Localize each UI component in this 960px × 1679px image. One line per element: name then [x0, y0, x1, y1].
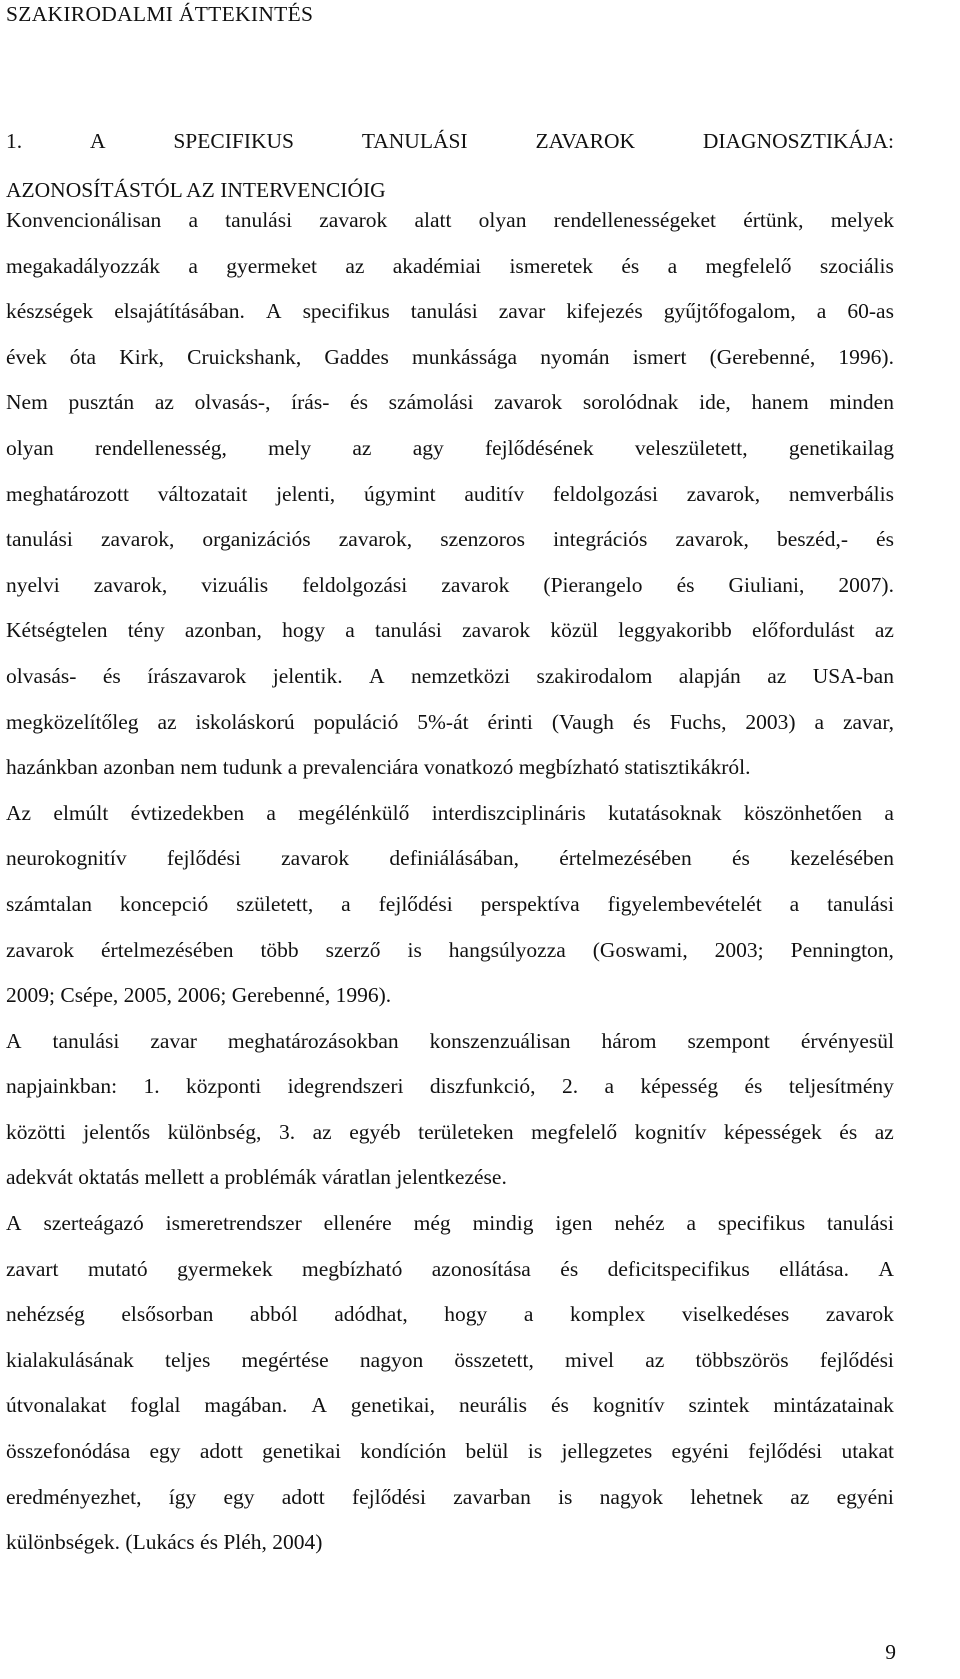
word: 2007).	[838, 572, 894, 597]
word: diszfunkció,	[429, 1074, 536, 1099]
word: leggyakoribb	[618, 618, 732, 643]
word: kondíción	[360, 1439, 447, 1464]
text-line	[6, 517, 894, 563]
word: abból	[249, 1302, 298, 1327]
word: megakadályozzák	[6, 253, 160, 278]
word: a	[188, 253, 198, 278]
word: nemverbális	[788, 481, 894, 506]
word: adott	[281, 1484, 325, 1509]
word: is	[407, 937, 422, 962]
word: USA-ban	[812, 663, 894, 688]
word: zavar	[150, 1028, 197, 1053]
word: alapján	[678, 663, 741, 688]
word: zavarok,	[93, 572, 168, 597]
word: rendellenesség,	[95, 435, 227, 460]
word: és	[731, 846, 750, 871]
text-line: 2009; Csépe, 2005, 2006; Gerebenné, 1996).	[6, 983, 392, 1008]
word: és	[676, 572, 695, 597]
word: Kétségtelen	[6, 618, 108, 643]
word: olyan	[6, 435, 54, 460]
word: megbízható	[302, 1256, 403, 1281]
text-line	[6, 1338, 894, 1384]
word: számtalan	[6, 891, 92, 916]
word: iskoláskorú	[195, 709, 295, 734]
word: figyelembevételét	[607, 891, 762, 916]
word: az	[157, 709, 177, 734]
word: évek	[6, 344, 47, 369]
word: fejlődési	[748, 1439, 823, 1464]
word: zavarok	[319, 208, 388, 232]
word: zavarok,	[338, 527, 413, 552]
text-line	[6, 426, 894, 472]
word: a	[341, 891, 351, 916]
word: zavarok,	[100, 527, 175, 552]
word: tanulási	[52, 1028, 120, 1053]
word: ide,	[699, 390, 731, 415]
word: specifikus	[717, 1211, 806, 1236]
word: konszenzuálisan	[429, 1028, 571, 1053]
heading-word: DIAGNOSZTIKÁJA:	[702, 129, 894, 153]
word: és	[350, 390, 368, 415]
word: olyan	[478, 208, 527, 232]
word: rendellenességeket	[553, 208, 717, 232]
word: tanulási	[6, 527, 73, 552]
word: évtizedekben	[130, 800, 245, 825]
word: tanulási	[225, 208, 293, 232]
word: adódhat,	[334, 1302, 408, 1327]
word: gyermekek	[177, 1256, 273, 1281]
word: eredményezhet,	[6, 1484, 142, 1509]
word: belül	[465, 1439, 509, 1464]
word: egyéb	[349, 1119, 401, 1144]
text-line	[6, 928, 894, 974]
word: neurokognitív	[6, 846, 127, 871]
word: akadémiai	[392, 253, 482, 278]
word: hanem	[751, 390, 809, 415]
word: Konvencionálisan	[6, 208, 162, 232]
word: még	[413, 1211, 451, 1236]
text-line: adekvát oktatás mellett a problémák váratlan jelentkezése.	[6, 1165, 507, 1190]
word: egy	[149, 1439, 181, 1464]
text-line	[6, 608, 894, 654]
word: 1.	[143, 1074, 160, 1099]
word: (Vaugh	[551, 709, 614, 734]
text-line	[6, 1247, 894, 1293]
word: a	[686, 1211, 696, 1236]
word: szintek	[688, 1393, 750, 1418]
word: tanulási	[827, 891, 894, 916]
word: egy	[223, 1484, 255, 1509]
word: is	[558, 1484, 573, 1509]
word: minden	[829, 390, 894, 415]
word: populáció	[313, 709, 399, 734]
page-number: 9	[885, 1640, 896, 1664]
word: értünk,	[743, 208, 804, 232]
word: számolási	[388, 390, 474, 415]
text-line	[6, 654, 894, 700]
word: érvényesül	[800, 1028, 894, 1053]
word: hogy	[282, 618, 326, 643]
word: kognitív	[634, 1119, 707, 1144]
word: nyomán	[540, 344, 610, 369]
word: a	[266, 800, 276, 825]
word: az	[767, 663, 787, 688]
word: zavarok	[6, 937, 75, 962]
word: Cruickshank,	[187, 344, 302, 369]
heading-word: TANULÁSI	[361, 129, 468, 153]
word: zavart	[6, 1256, 59, 1281]
word: egyéni	[836, 1484, 894, 1509]
word: és	[102, 663, 121, 688]
word: kutatásoknak	[608, 800, 722, 825]
word: A	[265, 299, 282, 324]
word: nagyon	[359, 1347, 424, 1372]
word: nemzetközi	[410, 663, 511, 688]
word: A	[311, 1393, 327, 1418]
word: viselkedéses	[681, 1302, 790, 1327]
word: és	[876, 527, 894, 552]
word: zavarok,	[675, 527, 749, 552]
text-line	[6, 1429, 894, 1475]
word: megfelelő	[705, 253, 792, 278]
word: az	[352, 435, 372, 460]
word: deficitspecifikus	[607, 1256, 750, 1281]
text-line	[6, 1019, 894, 1065]
word: a	[604, 1074, 615, 1099]
word: auditív	[464, 481, 525, 506]
word: megközelítőleg	[6, 709, 139, 734]
text-line	[6, 472, 894, 518]
word: megfelelő	[531, 1119, 618, 1144]
word: A	[878, 1256, 894, 1281]
word: az	[312, 1119, 332, 1144]
word: feldolgozási	[302, 572, 408, 597]
word: azonosítása	[431, 1256, 531, 1281]
word: jellegzetes	[561, 1439, 653, 1464]
word: különbség,	[167, 1119, 262, 1144]
word: ismeretek	[509, 253, 594, 278]
word: szerző	[325, 937, 381, 962]
text-line	[6, 1292, 894, 1338]
word: Giuliani,	[728, 572, 805, 597]
word: meghatározásokban	[227, 1028, 399, 1053]
word: a	[523, 1302, 534, 1327]
word: elsajátításában.	[114, 299, 245, 324]
word: azonban,	[184, 618, 262, 643]
word: képességek	[723, 1119, 822, 1144]
word: Fuchs,	[669, 709, 727, 734]
word: kognitív	[592, 1393, 665, 1418]
word: közül	[550, 618, 599, 643]
word: zavar,	[842, 709, 894, 734]
text-line	[6, 1383, 894, 1429]
word: Pennington,	[790, 937, 894, 962]
word: értelmezésében	[559, 846, 692, 871]
word: olvasás-,	[194, 390, 271, 415]
word: jelentős	[83, 1119, 151, 1144]
word: adott	[199, 1439, 243, 1464]
word: A	[6, 1028, 22, 1053]
heading-word: SPECIFIKUS	[173, 129, 294, 153]
word: teljesítmény	[788, 1074, 894, 1099]
text-line	[6, 335, 894, 381]
word: magában.	[204, 1393, 288, 1418]
heading-word: 1.	[6, 129, 23, 153]
word: az	[874, 1119, 894, 1144]
text-line	[6, 836, 894, 882]
word: vizuális	[201, 572, 269, 597]
word: ellenére	[323, 1211, 392, 1236]
word: 2003;	[714, 937, 764, 962]
text-line	[6, 791, 894, 837]
word: fejlődésének	[484, 435, 594, 460]
word: zavarok	[494, 390, 563, 415]
word: interdiszciplináris	[431, 800, 586, 825]
word: érinti	[487, 709, 533, 734]
text-line	[6, 700, 894, 746]
word: beszéd,-	[776, 527, 848, 552]
word: zavarok	[441, 572, 510, 597]
word: sorolódnak	[582, 390, 679, 415]
word: specifikus	[302, 299, 390, 324]
word: kialakulásának	[6, 1347, 134, 1372]
word: területeken	[418, 1119, 514, 1144]
text-line	[6, 244, 894, 290]
word: többszörös	[695, 1347, 789, 1372]
word: 5%-át	[417, 709, 469, 734]
word: a	[816, 299, 827, 324]
chapter-title: SZAKIRODALMI ÁTTEKINTÉS	[6, 2, 314, 26]
word: perspektíva	[480, 891, 580, 916]
word: változatait	[157, 481, 248, 506]
word: tény	[127, 618, 165, 643]
text-line	[6, 289, 894, 335]
word: 1996).	[838, 344, 894, 369]
word: és	[632, 709, 651, 734]
word: szakirodalom	[536, 663, 653, 688]
word: született,	[236, 891, 314, 916]
word: összefonódása	[6, 1439, 131, 1464]
word: úgymint	[363, 481, 436, 506]
word: melyek	[830, 208, 894, 232]
text-line: különbségek. (Lukács és Pléh, 2004)	[6, 1530, 323, 1555]
word: ellátása.	[779, 1256, 849, 1281]
word: óta	[69, 344, 97, 369]
word: mivel	[565, 1347, 614, 1372]
word: Kirk,	[119, 344, 164, 369]
heading-word: ZAVAROK	[535, 129, 636, 153]
word: tanulási	[375, 618, 442, 643]
word: feldolgozási	[552, 481, 658, 506]
word: és	[550, 1393, 569, 1418]
text-line	[6, 563, 894, 609]
word: megélénkülő	[298, 800, 410, 825]
text-line	[6, 1110, 894, 1156]
word: definiálásában,	[389, 846, 519, 871]
word: és	[839, 1119, 858, 1144]
section-heading-line-2: AZONOSÍTÁSTÓL AZ INTERVENCIÓIG	[6, 178, 386, 202]
word: foglal	[130, 1393, 181, 1418]
word: kifejezés	[566, 299, 643, 324]
text-line: hazánkban azonban nem tudunk a prevalenciára vonatkozó megbízható statisztikákról.	[6, 755, 751, 780]
word: jelentik.	[272, 663, 343, 688]
word: munkássága	[412, 344, 518, 369]
word: alatt	[414, 208, 452, 232]
word: hogy	[444, 1302, 488, 1327]
word: neurális	[458, 1393, 527, 1418]
word: egyéni	[671, 1439, 729, 1464]
word: írászavarok	[147, 663, 247, 688]
word: tanulási	[410, 299, 478, 324]
word: genetikai	[262, 1439, 341, 1464]
word: az	[645, 1347, 665, 1372]
word: mutató	[87, 1256, 148, 1281]
word: készségek	[6, 299, 94, 324]
text-line	[6, 198, 894, 244]
word: képesség	[640, 1074, 719, 1099]
word: 2003)	[745, 709, 796, 734]
word: így	[168, 1484, 197, 1509]
word: zavar	[498, 299, 546, 324]
word: közötti	[6, 1119, 66, 1144]
word: (Pierangelo	[543, 572, 643, 597]
word: a	[345, 618, 355, 643]
word: 3.	[278, 1119, 296, 1144]
word: központi	[186, 1074, 262, 1099]
word: a	[789, 891, 800, 916]
word: utakat	[841, 1439, 894, 1464]
word: integrációs	[553, 527, 648, 552]
word: fejlődési	[819, 1347, 894, 1372]
word: elsősorban	[121, 1302, 214, 1327]
heading-word: A	[89, 129, 106, 153]
word: fejlődési	[351, 1484, 427, 1509]
word: a	[884, 800, 894, 825]
word: ismeretrendszer	[165, 1211, 302, 1236]
word: teljes	[164, 1347, 211, 1372]
word: és	[744, 1074, 763, 1099]
word: koncepció	[119, 891, 209, 916]
word: tanulási	[827, 1211, 894, 1236]
word: nehézség	[6, 1302, 85, 1327]
word: a	[188, 208, 198, 232]
word: mely	[268, 435, 312, 460]
word: három	[601, 1028, 657, 1053]
word: olvasás-	[6, 663, 77, 688]
word: megértése	[241, 1347, 329, 1372]
word: mintázatainak	[773, 1393, 894, 1418]
word: előfordulást	[751, 618, 855, 643]
word: mindig	[472, 1211, 534, 1236]
word: szociális	[819, 253, 894, 278]
word: és	[560, 1256, 579, 1281]
word: igen	[555, 1211, 593, 1236]
word: szerteágazó	[43, 1211, 144, 1236]
word: lehetnek	[690, 1484, 764, 1509]
word: is	[527, 1439, 543, 1464]
word: értelmezésében	[101, 937, 234, 962]
word: agy	[412, 435, 444, 460]
word: 60-as	[847, 299, 894, 324]
word: hangsúlyozza	[448, 937, 566, 962]
text-line	[6, 380, 894, 426]
word: zavarok	[281, 846, 350, 871]
word: és	[621, 253, 640, 278]
word: nagyok	[599, 1484, 663, 1509]
word: (Goswami,	[592, 937, 688, 962]
word: nyelvi	[6, 572, 60, 597]
word: a	[667, 253, 678, 278]
word: meghatározott	[6, 481, 129, 506]
word: Nem	[6, 390, 48, 415]
word: idegrendszeri	[287, 1074, 404, 1099]
word: az	[790, 1484, 810, 1509]
text-line	[6, 1201, 894, 1247]
word: ismert	[632, 344, 687, 369]
word: napjainkban:	[6, 1074, 118, 1099]
word: zavarok	[825, 1302, 894, 1327]
word: több	[260, 937, 299, 962]
text-line	[6, 1064, 894, 1110]
body-text	[6, 198, 894, 1566]
word: komplex	[569, 1302, 646, 1327]
word: útvonalakat	[6, 1393, 107, 1418]
word: kezelésében	[790, 846, 894, 871]
word: 2.	[561, 1074, 579, 1099]
text-line	[6, 882, 894, 928]
section-heading-line-1	[6, 117, 894, 166]
word: pusztán	[68, 390, 135, 415]
word: organizációs	[202, 527, 311, 552]
word: az	[345, 253, 365, 278]
word: veleszületett,	[634, 435, 748, 460]
word: elmúlt	[53, 800, 109, 825]
word: Gaddes	[324, 344, 389, 369]
word: A	[369, 663, 385, 688]
word: zavarok	[462, 618, 531, 643]
word: szenzoros	[440, 527, 526, 552]
word: az	[154, 390, 174, 415]
word: genetikailag	[788, 435, 894, 460]
word: gyűjtőfogalom,	[663, 299, 796, 324]
word: fejlődési	[378, 891, 453, 916]
word: az	[874, 618, 894, 643]
word: genetikai,	[350, 1393, 435, 1418]
word: zavarban	[453, 1484, 531, 1509]
word: fejlődési	[166, 846, 241, 871]
word: nehéz	[614, 1211, 665, 1236]
word: a	[814, 709, 825, 734]
word: Az	[6, 800, 32, 825]
word: szempont	[687, 1028, 770, 1053]
word: A	[6, 1211, 22, 1236]
word: köszönhetően	[743, 800, 863, 825]
word: összetett,	[454, 1347, 534, 1372]
word: jelenti,	[276, 481, 336, 506]
text-line	[6, 1475, 894, 1521]
word: írás-	[291, 390, 330, 415]
word: (Gerebenné,	[709, 344, 816, 369]
word: gyermeket	[226, 253, 317, 278]
word: zavarok,	[686, 481, 761, 506]
